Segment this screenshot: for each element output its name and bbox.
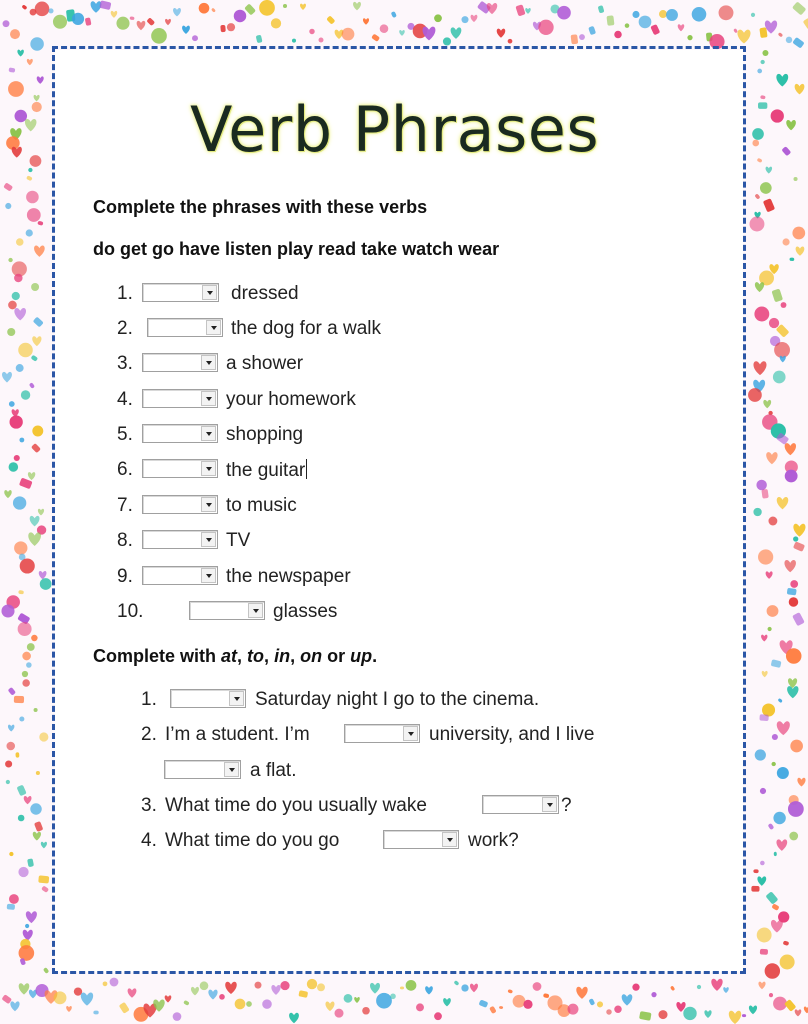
confetti-dot xyxy=(756,480,766,490)
confetti-dot xyxy=(6,742,15,751)
option-up: up xyxy=(350,646,373,666)
confetti-dot xyxy=(376,993,392,1009)
confetti-dot xyxy=(794,177,798,181)
confetti-dot xyxy=(719,5,734,20)
confetti-dot xyxy=(103,981,108,986)
chevron-down-icon[interactable] xyxy=(224,762,239,777)
confetti-dot xyxy=(461,984,468,991)
confetti-dot xyxy=(754,307,769,322)
item-text: TV xyxy=(226,530,251,551)
confetti-dot xyxy=(769,993,773,997)
confetti-dot xyxy=(632,984,639,991)
confetti-dot xyxy=(199,3,210,14)
confetti-dot xyxy=(19,945,35,961)
confetti-dot xyxy=(362,1007,370,1015)
confetti-dot xyxy=(9,462,19,472)
chevron-down-icon[interactable] xyxy=(201,391,216,406)
confetti-dot xyxy=(461,16,468,23)
confetti-dot xyxy=(9,401,15,407)
butterfly-decoration xyxy=(753,869,758,873)
confetti-dot xyxy=(789,597,799,607)
confetti-dot xyxy=(513,995,526,1008)
confetti-dot xyxy=(792,227,805,240)
confetti-dot xyxy=(309,29,314,34)
item-number: 3. xyxy=(117,353,133,374)
option-at: at xyxy=(221,646,238,666)
confetti-dot xyxy=(18,622,32,636)
item-number: 4. xyxy=(141,830,157,851)
confetti-dot xyxy=(538,20,553,35)
chevron-down-icon[interactable] xyxy=(542,797,557,812)
item-text: to music xyxy=(226,495,297,516)
confetti-dot xyxy=(14,455,20,461)
confetti-dot xyxy=(20,558,35,573)
item-number: 4. xyxy=(117,389,133,410)
confetti-dot xyxy=(36,771,40,775)
confetti-dot xyxy=(151,28,167,44)
confetti-dot xyxy=(758,549,773,564)
item-text: Saturday night I go to the cinema. xyxy=(255,689,540,710)
confetti-dot xyxy=(781,302,787,308)
separator: , xyxy=(237,646,248,666)
confetti-dot xyxy=(262,999,272,1009)
word-bank: do get go have listen play read take watch wear xyxy=(93,239,500,259)
butterfly-decoration xyxy=(790,258,795,261)
confetti-dot xyxy=(116,17,129,30)
confetti-dot xyxy=(782,238,789,245)
chevron-down-icon[interactable] xyxy=(442,832,457,847)
confetti-dot xyxy=(8,81,24,97)
confetti-dot xyxy=(639,16,652,29)
option-on: on xyxy=(300,646,323,666)
confetti-dot xyxy=(200,981,209,990)
confetti-dot xyxy=(307,979,317,989)
confetti-dot xyxy=(790,740,803,753)
confetti-dot xyxy=(271,18,281,28)
confetti-dot xyxy=(771,109,784,122)
confetti-dot xyxy=(31,283,39,291)
verb-dropdown[interactable] xyxy=(142,283,219,302)
item-number: 1. xyxy=(117,283,133,304)
confetti-dot xyxy=(54,991,67,1004)
confetti-dot xyxy=(751,13,755,17)
butterfly-decoration xyxy=(93,1010,99,1014)
item-text: the dog for a walk xyxy=(231,318,381,339)
item-number: 9. xyxy=(117,566,133,587)
confetti-dot xyxy=(614,1005,621,1012)
butterfly-decoration xyxy=(758,102,767,109)
confetti-dot xyxy=(777,767,789,779)
confetti-dot xyxy=(342,28,355,41)
butterfly-decoration xyxy=(220,25,226,32)
preposition-dropdown[interactable] xyxy=(383,830,459,849)
butterfly-decoration xyxy=(759,714,768,721)
item-text: work? xyxy=(468,830,519,851)
chevron-down-icon[interactable] xyxy=(229,691,244,706)
confetti-dot xyxy=(658,1010,667,1019)
confetti-dot xyxy=(380,24,389,33)
separator: , xyxy=(264,646,275,666)
confetti-dot xyxy=(390,993,396,999)
item-number: 7. xyxy=(117,495,133,516)
confetti-dot xyxy=(434,14,442,22)
confetti-dot xyxy=(27,643,35,651)
confetti-dot xyxy=(39,732,48,741)
confetti-dot xyxy=(40,578,52,590)
confetti-dot xyxy=(692,7,707,22)
confetti-dot xyxy=(780,954,795,969)
confetti-dot xyxy=(771,762,775,766)
confetti-dot xyxy=(773,371,786,384)
item-number: 3. xyxy=(141,795,157,816)
confetti-dot xyxy=(317,983,325,991)
butterfly-decoration xyxy=(606,15,614,26)
confetti-dot xyxy=(752,128,764,140)
chevron-down-icon[interactable] xyxy=(403,726,418,741)
confetti-dot xyxy=(651,992,656,997)
period: . xyxy=(372,646,378,666)
confetti-dot xyxy=(13,496,26,509)
verb-dropdown[interactable] xyxy=(142,424,218,443)
confetti-dot xyxy=(219,994,225,1000)
item-text: dressed xyxy=(231,283,299,304)
item-text-before: What time do you usually wake xyxy=(165,795,427,816)
confetti-dot xyxy=(579,34,585,40)
confetti-dot xyxy=(757,928,772,943)
item-number: 8. xyxy=(117,530,133,551)
confetti-dot xyxy=(760,182,772,194)
confetti-dot xyxy=(786,37,792,43)
confetti-dot xyxy=(597,1001,603,1007)
confetti-dot xyxy=(259,0,275,16)
confetti-dot xyxy=(21,390,30,399)
confetti-dot xyxy=(14,274,22,282)
confetti-dot xyxy=(16,364,24,372)
separator: , xyxy=(290,646,301,666)
confetti-dot xyxy=(19,716,24,721)
confetti-dot xyxy=(32,102,42,112)
confetti-dot xyxy=(8,301,17,310)
chevron-down-icon[interactable] xyxy=(201,426,216,441)
confetti-dot xyxy=(788,801,804,817)
confetti-dot xyxy=(697,985,701,989)
confetti-dot xyxy=(292,39,296,43)
item-text-before: What time do you go xyxy=(165,830,340,851)
verb-dropdown[interactable] xyxy=(142,389,218,408)
confetti-dot xyxy=(235,999,246,1010)
butterfly-decoration xyxy=(787,588,797,596)
confetti-dot xyxy=(173,1012,182,1021)
confetti-dot xyxy=(773,812,785,824)
confetti-dot xyxy=(760,788,766,794)
preposition-dropdown[interactable] xyxy=(344,724,420,743)
chevron-down-icon[interactable] xyxy=(248,603,263,618)
confetti-dot xyxy=(48,8,53,13)
butterfly-decoration xyxy=(14,696,24,703)
confetti-dot xyxy=(9,894,19,904)
confetti-dot xyxy=(192,35,198,41)
page-title: Verb Phrases xyxy=(190,93,600,166)
confetti-dot xyxy=(334,1009,343,1018)
confetti-dot xyxy=(443,37,451,45)
confetti-dot xyxy=(769,318,779,328)
confetti-dot xyxy=(18,343,33,358)
confetti-dot xyxy=(10,415,23,428)
butterfly-decoration xyxy=(751,886,759,892)
chevron-down-icon[interactable] xyxy=(201,568,216,583)
confetti-dot xyxy=(319,37,324,42)
item-text: the guitar xyxy=(226,460,306,481)
item-number: 5. xyxy=(117,424,133,445)
confetti-dot xyxy=(416,1003,424,1011)
confetti-dot xyxy=(32,426,43,437)
confetti-dot xyxy=(28,168,32,172)
confetti-dot xyxy=(53,15,67,29)
confetti-dot xyxy=(568,1004,579,1015)
confetti-dot xyxy=(227,23,235,31)
text-cursor xyxy=(306,459,307,479)
verb-dropdown[interactable] xyxy=(189,601,265,620)
item-text: ? xyxy=(561,795,572,816)
confetti-dot xyxy=(6,780,10,784)
verb-dropdown[interactable] xyxy=(142,530,218,549)
confetti-dot xyxy=(26,662,32,668)
confetti-dot xyxy=(25,924,29,928)
confetti-dot xyxy=(12,292,20,300)
confetti-dot xyxy=(18,815,25,822)
confetti-dot xyxy=(26,191,39,204)
butterfly-decoration xyxy=(38,875,49,883)
item-text: glasses xyxy=(273,601,338,622)
confetti-dot xyxy=(666,9,678,21)
verb-dropdown[interactable] xyxy=(147,318,223,337)
item-text: the newspaper xyxy=(226,566,351,587)
confetti-dot xyxy=(27,208,41,222)
item-text-wrap xyxy=(226,459,307,482)
confetti-dot xyxy=(768,517,777,526)
confetti-dot xyxy=(16,238,24,246)
confetti-dot xyxy=(789,832,798,841)
butterfly-decoration xyxy=(761,489,768,499)
confetti-dot xyxy=(280,981,289,990)
confetti-dot xyxy=(10,29,20,39)
chevron-down-icon[interactable] xyxy=(201,355,216,370)
confetti-dot xyxy=(15,110,28,123)
confetti-dot xyxy=(752,140,759,147)
item-number: 10. xyxy=(117,601,144,622)
chevron-down-icon[interactable] xyxy=(201,532,216,547)
confetti-dot xyxy=(234,10,247,23)
item-number: 6. xyxy=(117,459,133,480)
confetti-dot xyxy=(749,217,764,232)
confetti-dot xyxy=(768,627,772,631)
confetti-dot xyxy=(344,994,353,1003)
confetti-dot xyxy=(765,963,780,978)
verb-dropdown[interactable] xyxy=(142,495,218,514)
confetti-dot xyxy=(72,13,84,25)
confetti-dot xyxy=(767,605,779,617)
confetti-dot xyxy=(31,635,37,641)
verb-dropdown[interactable] xyxy=(142,566,218,585)
confetti-dot xyxy=(14,541,27,554)
item-text-before: I’m a student. I’m xyxy=(165,724,310,745)
confetti-dot xyxy=(255,982,262,989)
confetti-dot xyxy=(614,31,622,39)
verb-dropdown[interactable] xyxy=(142,353,218,372)
confetti-dot xyxy=(773,997,787,1011)
chevron-down-icon[interactable] xyxy=(201,461,216,476)
chevron-down-icon[interactable] xyxy=(202,285,217,300)
confetti-dot xyxy=(523,1000,532,1009)
verb-dropdown[interactable] xyxy=(142,459,218,478)
confetti-dot xyxy=(22,652,31,661)
confetti-dot xyxy=(110,978,119,987)
confetti-dot xyxy=(755,749,766,760)
item-text: university, and I live xyxy=(429,724,595,745)
confetti-dot xyxy=(22,671,28,677)
confetti-dot xyxy=(687,35,692,40)
butterfly-decoration xyxy=(759,27,767,38)
option-in: in xyxy=(274,646,291,666)
confetti-dot xyxy=(753,508,761,516)
confetti-dot xyxy=(1,604,14,617)
confetti-dot xyxy=(3,20,10,27)
confetti-dot xyxy=(26,229,33,236)
item-text: a shower xyxy=(226,353,304,374)
preposition-dropdown[interactable] xyxy=(482,795,559,814)
or-text: or xyxy=(322,646,351,666)
confetti-dot xyxy=(625,23,630,28)
section1-instruction: Complete the phrases with these verbs xyxy=(93,197,428,217)
chevron-down-icon[interactable] xyxy=(206,320,221,335)
confetti-dot xyxy=(793,536,798,541)
item-text: shopping xyxy=(226,424,304,445)
confetti-dot xyxy=(246,1001,252,1007)
confetti-dot xyxy=(19,438,24,443)
confetti-dot xyxy=(30,803,41,814)
confetti-dot xyxy=(5,203,11,209)
chevron-down-icon[interactable] xyxy=(201,497,216,512)
option-to: to xyxy=(247,646,265,666)
confetti-dot xyxy=(508,39,513,44)
confetti-dot xyxy=(283,4,287,8)
instruction-prefix: Complete with xyxy=(93,646,222,666)
section2-instruction xyxy=(93,646,377,667)
confetti-dot xyxy=(762,50,768,56)
confetti-dot xyxy=(557,6,571,20)
butterfly-decoration xyxy=(571,34,579,44)
confetti-dot xyxy=(9,852,13,856)
confetti-dot xyxy=(30,37,44,51)
confetti-dot xyxy=(760,861,765,866)
item-text: your homework xyxy=(226,389,356,410)
preposition-dropdown[interactable] xyxy=(170,689,246,708)
confetti-dot xyxy=(683,1007,696,1020)
item-text: a flat. xyxy=(250,760,297,781)
confetti-dot xyxy=(632,11,639,18)
butterfly-decoration xyxy=(7,904,15,910)
confetti-dot xyxy=(748,388,762,402)
confetti-dot xyxy=(34,708,38,712)
confetti-dot xyxy=(18,867,28,877)
confetti-dot xyxy=(74,987,82,995)
confetti-dot xyxy=(533,982,542,991)
butterfly-decoration xyxy=(760,949,768,955)
confetti-dot xyxy=(30,155,42,167)
confetti-dot xyxy=(35,2,50,17)
confetti-dot xyxy=(22,679,30,687)
confetti-dot xyxy=(790,580,798,588)
confetti-dot xyxy=(406,980,417,991)
confetti-dot xyxy=(434,1012,442,1020)
confetti-dot xyxy=(7,328,15,336)
confetti-dot xyxy=(772,734,778,740)
confetti-dot xyxy=(8,258,12,262)
confetti-dot xyxy=(757,69,762,74)
confetti-dot xyxy=(659,10,667,18)
confetti-dot xyxy=(606,1009,611,1014)
confetti-dot xyxy=(785,470,798,483)
confetti-dot xyxy=(774,342,790,358)
item-number: 2. xyxy=(141,724,157,745)
item-number: 2. xyxy=(117,318,133,339)
preposition-dropdown[interactable] xyxy=(164,760,241,779)
confetti-dot xyxy=(5,760,12,767)
confetti-dot xyxy=(786,648,802,664)
confetti-dot xyxy=(761,60,765,64)
item-number: 1. xyxy=(141,689,157,710)
